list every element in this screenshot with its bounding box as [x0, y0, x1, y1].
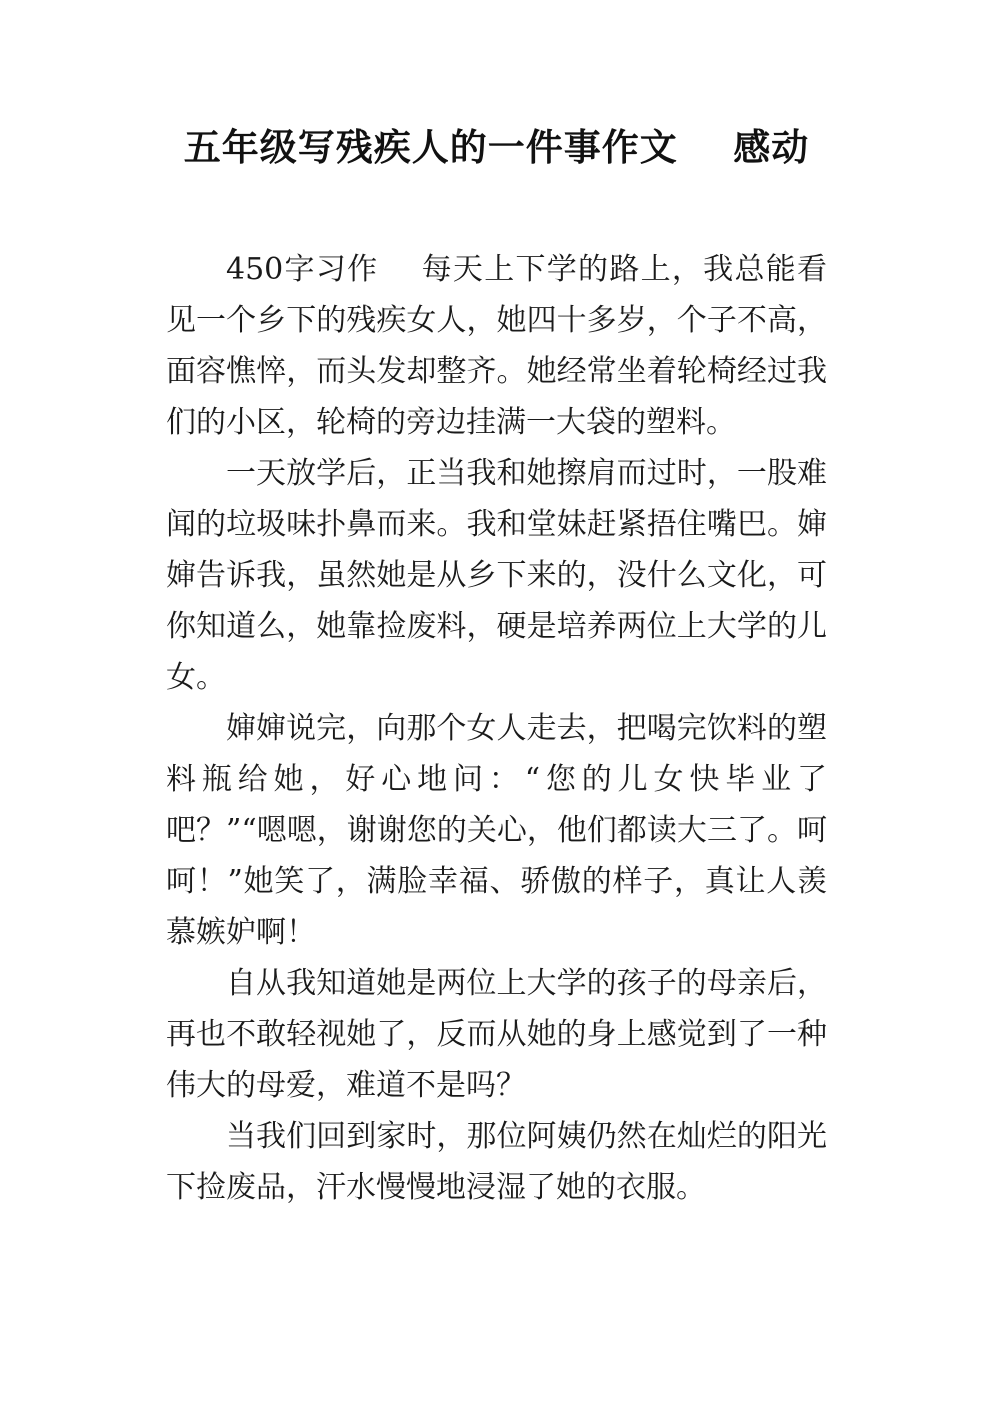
paragraph: 当我们回到家时，那位阿姨仍然在灿烂的阳光下捡废品，汗水慢慢地浸湿了她的衣服。: [166, 1119, 827, 1205]
document-title: 五年级写残疾人的一件事作文 感动: [183, 126, 810, 169]
document-body: [166, 244, 827, 1213]
paragraph: 婶婶说完，向那个女人走去，把喝完饮料的塑料瓶给她，好心地问：“您的儿女快毕业了吧？”“嗯嗯，谢谢您的关心，他们都读大三了。呵呵！”她笑了，满脸幸福、骄傲的样子，真让人羡慕嫉妒啊！: [166, 711, 827, 950]
paragraph: 自从我知道她是两位上大学的孩子的母亲后，再也不敢轻视她了，反而从她的身上感觉到了一种伟大的母爱，难道不是吗？: [166, 966, 827, 1103]
paragraph: 450字习作 每天上下学的路上，我总能看见一个乡下的残疾女人，她四十多岁，个子不高，面容憔悴，而头发却整齐。她经常坐着轮椅经过我们的小区，轮椅的旁边挂满一大袋的塑料。: [166, 252, 827, 440]
paragraph: 一天放学后，正当我和她擦肩而过时，一股难闻的垃圾味扑鼻而来。我和堂妹赶紧捂住嘴巴。婶婶告诉我，虽然她是从乡下来的，没什么文化，可你知道么，她靠捡废料，硬是培养两位上大学的儿女。: [166, 456, 827, 695]
